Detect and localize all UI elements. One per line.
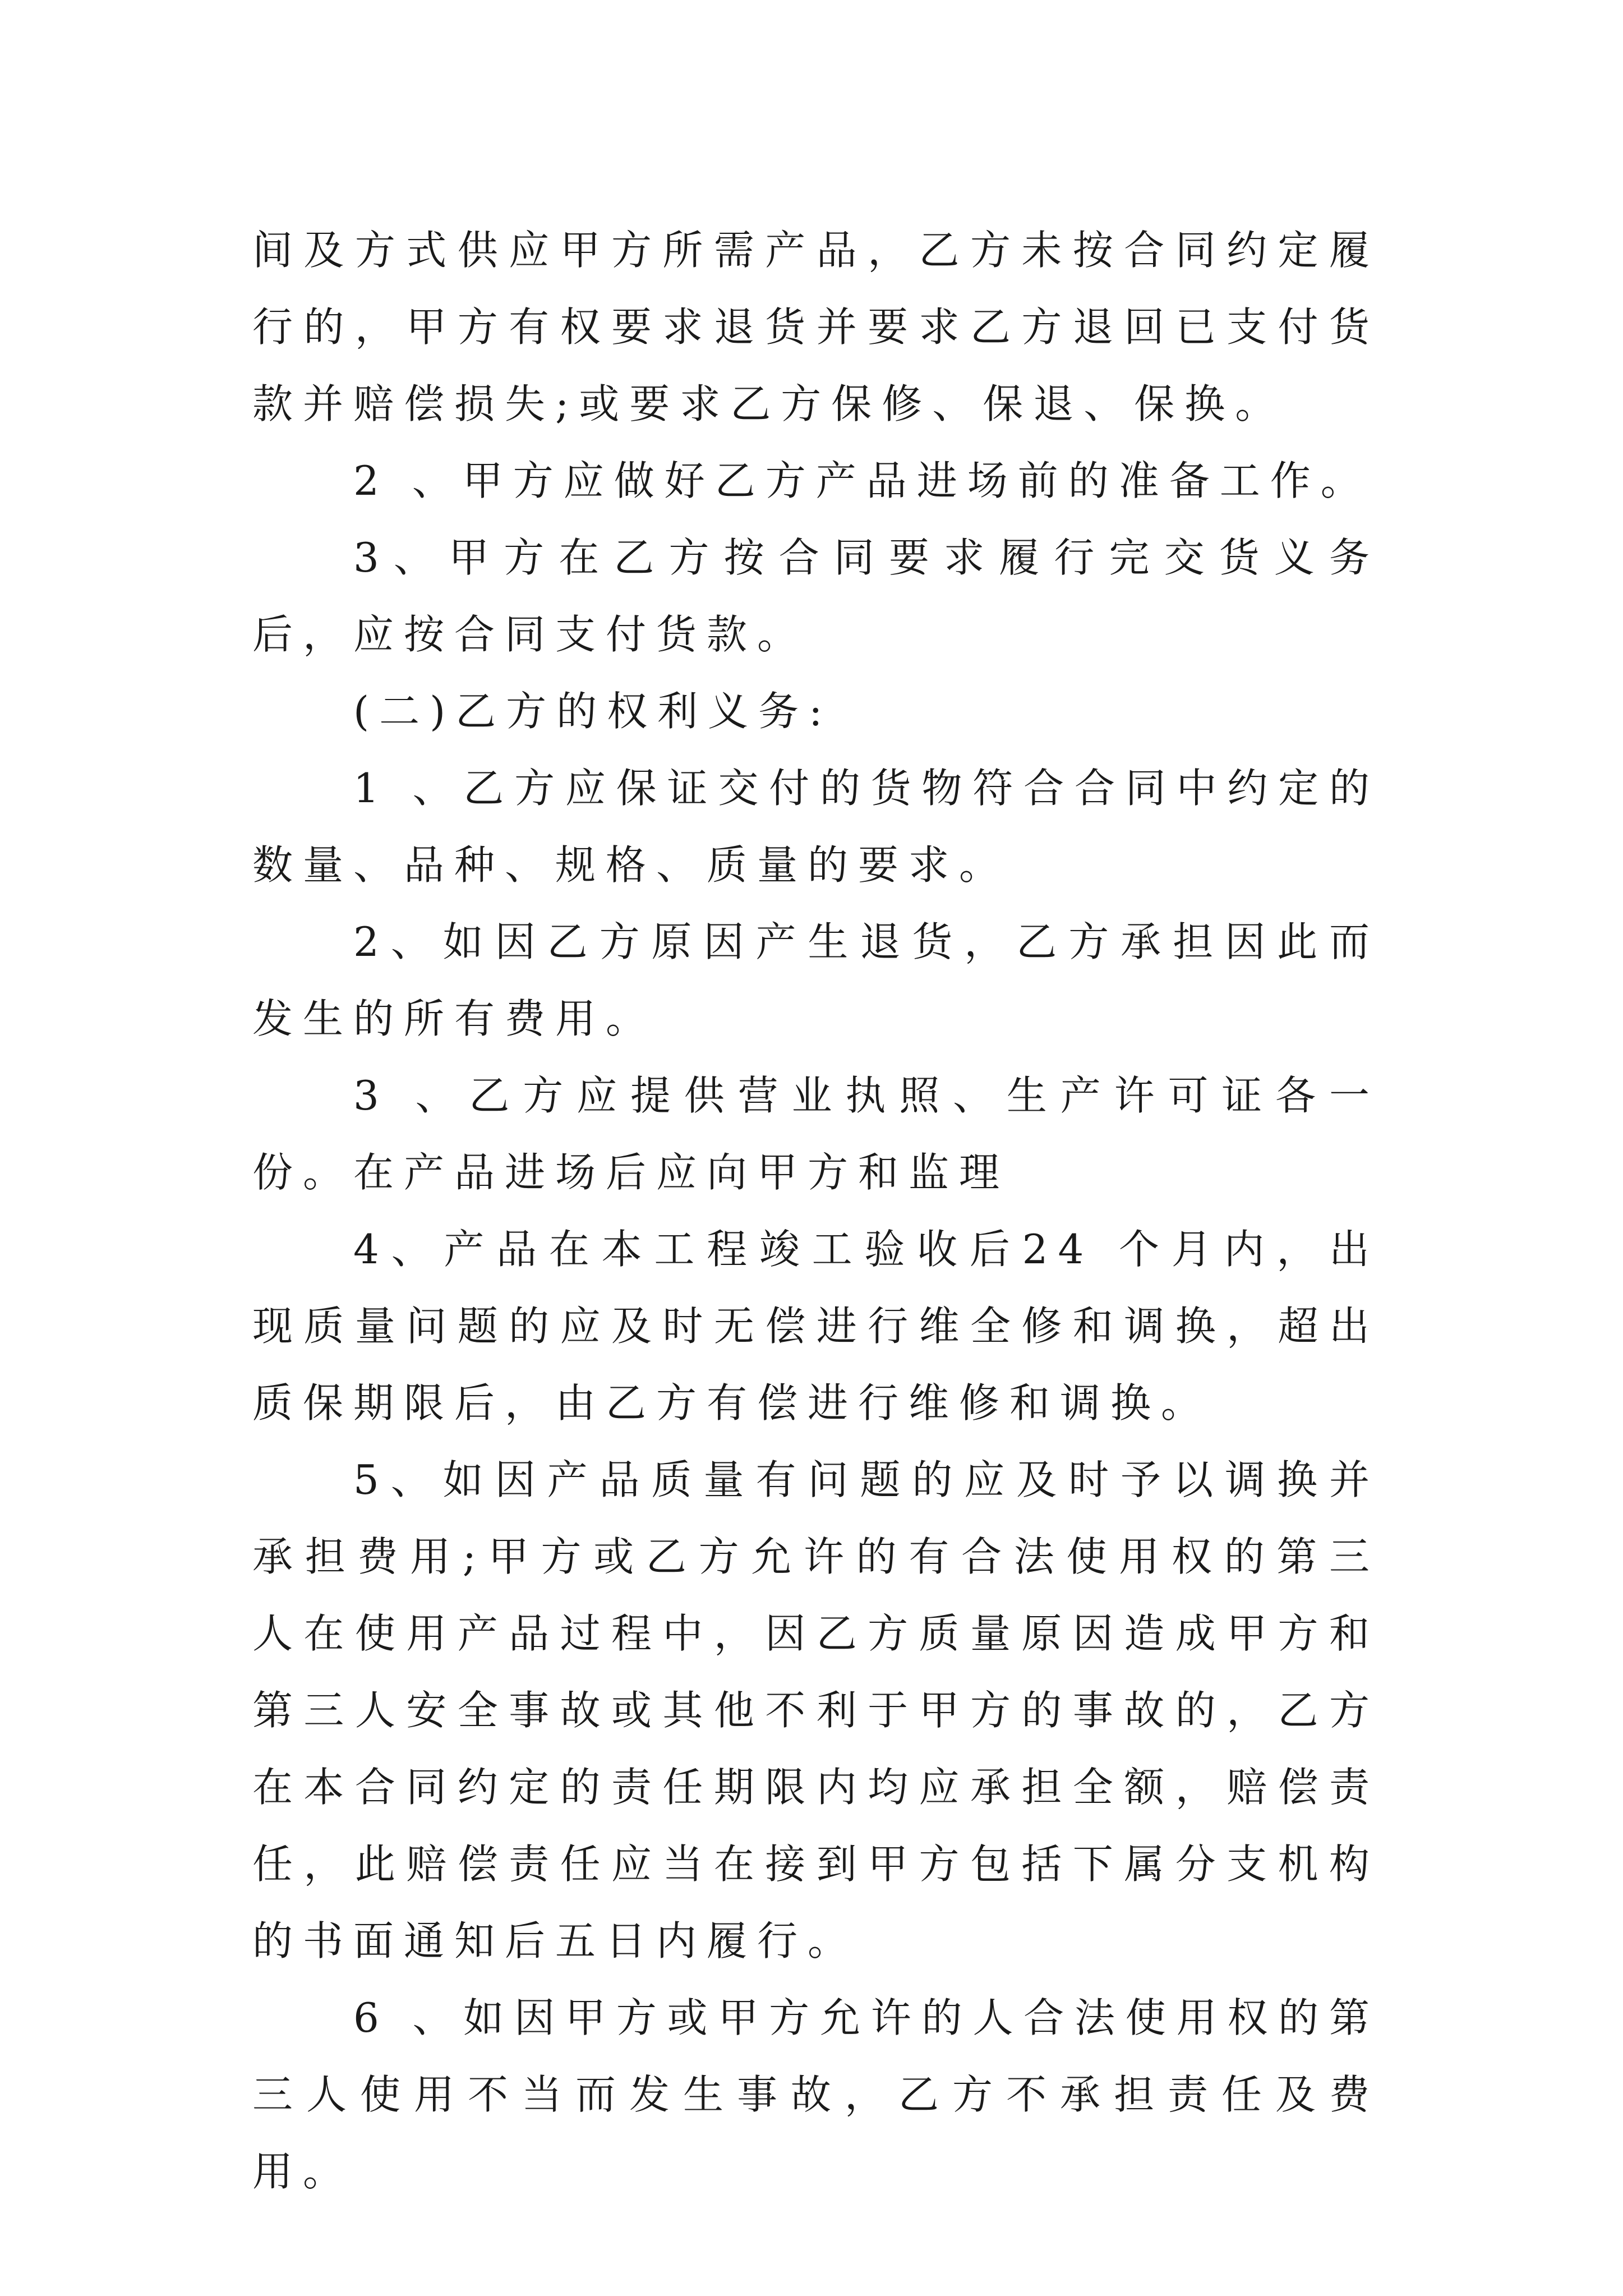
- paragraph: 间及方式供应甲方所需产品，乙方未按合同约定履行的，甲方有权要求退货并要求乙方退回已支付货款并赔偿损失;或要求乙方保修、保退、保换。: [252, 227, 1380, 427]
- paragraph: 2 、甲方应做好乙方产品进场前的准备工作。: [353, 457, 1371, 504]
- paragraph: 1 、乙方应保证交付的货物符合合同中约定的数量、品种、规格、质量的要求。: [252, 765, 1380, 889]
- paragraph: 5、如因产品质量有问题的应及时予以调换并承担费用;甲方或乙方允许的有合法使用权的第三人在使用产品过程中，因乙方质量原因造成甲方和第三人安全事故或其他不利于甲方的事故的，乙方在本合同约定的责任期限内均应承担全额，赔偿责任，此赔偿责任应当在接到甲方包括下属分支机构的书面通知后五日内履行。: [252, 1456, 1380, 1964]
- paragraph: 3、甲方在乙方按合同要求履行完交货义务后，应按合同支付货款。: [252, 534, 1380, 658]
- document-body: [252, 212, 1380, 2210]
- paragraph: 2、如因乙方原因产生退货，乙方承担因此而发生的所有费用。: [252, 918, 1380, 1042]
- paragraph: 4、产品在本工程竣工验收后24 个月内，出现质量问题的应及时无偿进行维全修和调换，超出质保期限后，由乙方有偿进行维修和调换。: [252, 1226, 1380, 1427]
- paragraph: (二)乙方的权利义务:: [353, 688, 833, 735]
- paragraph: 6 、如因甲方或甲方允许的人合法使用权的第三人使用不当而发生事故，乙方不承担责任及费用。: [252, 1994, 1380, 2195]
- paragraph: 3 、乙方应提供营业执照、生产许可证各一份。在产品进场后应向甲方和监理: [252, 1072, 1380, 1196]
